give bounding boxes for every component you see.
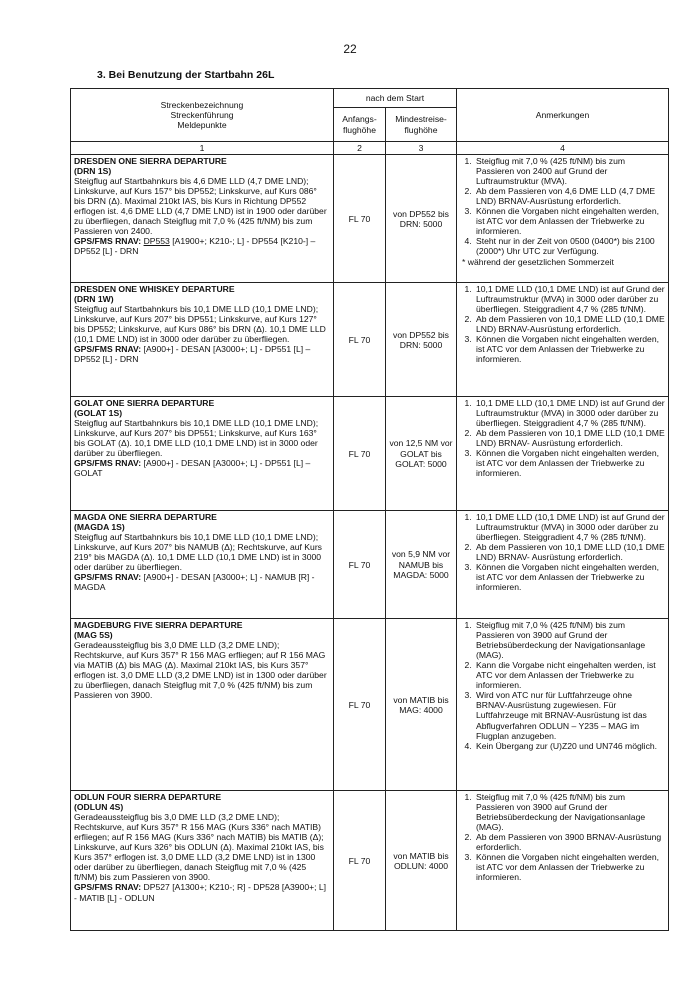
min-altitude: von 5,9 NM vor NAMUB bis MAGDA: 5000 xyxy=(386,511,457,619)
routing-text: Geradeaussteigflug bis 3,0 DME LLD (3,2 DME LND); Rechtskurve, auf Kurs 357° R 156 MAG erfliegen; auf R 156 MAG via MATIB (Δ) bis MAG (Δ). Maximal 210kt IAS, bis Kurs 357° erflogen ist. 3,0 DME LLD (3,2 DME LND) ist in 1300 oder darüber zu überfliegen, danach Steigflug mit 7,0 % (425 ft/NM) bis zum Passieren von 3900. xyxy=(74,640,327,701)
gps-first-waypoint: DP553 xyxy=(143,236,170,247)
routing-text: Steigflug auf Startbahnkurs bis 10,1 DME LLD (10,1 DME LND); Linkskurve, auf Kurs 207° bis DP551; Linkskurve, auf Kurs 163° bis GOLAT (Δ). 10,1 DME LLD (10,1 DME LND) ist in 3000 oder darüber zu überfliegen. xyxy=(74,418,319,459)
remark-item: 4. Kein Übergang zur (U)Z20 und UN746 möglich. xyxy=(474,741,665,751)
min-altitude: von DP552 bis DRN: 5000 xyxy=(386,155,457,283)
gps-label: GPS/FMS RNAV: xyxy=(74,572,142,583)
remark-item: 3. Können die Vorgaben nicht eingehalten werden, ist ATC vor dem Anlassen der Triebwerke zu informieren. xyxy=(474,852,665,882)
column-number: 1 xyxy=(71,142,334,155)
departure-code: (ODLUN 4S) xyxy=(74,802,124,813)
column-number-row xyxy=(71,142,669,155)
departure-code: (DRN 1S) xyxy=(74,166,112,177)
remarks xyxy=(457,791,669,931)
remarks xyxy=(457,283,669,397)
gps-label: GPS/FMS RNAV: xyxy=(74,344,142,355)
remark-item: 3. Können die Vorgaben nicht eingehalten werden, ist ATC vor dem Anlassen der Triebwerke zu informieren. xyxy=(474,206,665,236)
remark-item: 1. 10,1 DME LLD (10,1 DME LND) ist auf Grund der Luftraumstruktur (MVA) in 3000 oder darüber zu überfliegen. Steiggradient 4,7 % (285 ft/NM). xyxy=(474,284,665,314)
initial-altitude: FL 70 xyxy=(334,283,386,397)
min-altitude: von MATIB bis MAG: 4000 xyxy=(386,619,457,791)
table-row xyxy=(71,791,669,931)
remark-item: 3. Wird von ATC nur für Luftfahrzeuge ohne BRNAV-Ausrüstung zugewiesen. Für Luftfahrzeuge mit BRNAV-Ausrüstung ist das Abflugverfahren ODLUN – Y235 – MAG im Flugplan anzugeben. xyxy=(474,690,665,740)
header-after-departure: nach dem Start xyxy=(334,89,457,108)
remark-item: 2. Ab dem Passieren von 4,6 DME LLD (4,7 DME LND) BRNAV-Ausrüstung erforderlich. xyxy=(474,186,665,206)
header-remarks: Anmerkungen xyxy=(457,89,669,142)
routing-text: Geradeaussteigflug bis 3,0 DME LLD (3,2 DME LND); Rechtskurve, auf Kurs 357° R 156 MAG (Kurs 336° nach MATIB) erfliegen; auf R 156 MAG (Kurs 336° nach MATIB) bis MATIB (Δ); Linkskurve, auf Kurs 326° bis ODLUN (Δ). Maximal 210kt IAS, bis Kurs 357° erflogen ist. 3,0 DME LLD (3,2 DME LND) ist in 1300 oder darüber zu überfliegen, danach Steigflug mit 7,0 % (425 ft/NM) bis zum Passieren von 3900. xyxy=(74,812,324,883)
route-description xyxy=(71,397,334,511)
gps-routing: [A900+] - DESAN [A3000+; L] - DP551 [L] – GOLAT xyxy=(74,458,311,479)
column-number: 2 xyxy=(334,142,386,155)
gps-routing: [A900+] - DESAN [A3000+; L] - NAMUB [R] - MAGDA xyxy=(74,572,315,593)
gps-routing: [A1900+; K210-; L] - DP554 [K210-] – DP552 [L] - DRN xyxy=(74,236,316,257)
table-row xyxy=(71,511,669,619)
table-header-row xyxy=(71,89,669,108)
remark-item: 2. Ab dem Passieren von 10,1 DME LLD (10,1 DME LND) BRNAV- Ausrüstung erforderlich. xyxy=(474,428,665,448)
remark-item: 3. Können die Vorgaben nicht eingehalten werden, ist ATC vor dem Anlassen der Triebwerke zu informieren. xyxy=(474,334,665,364)
remark-item: 2. Ab dem Passieren von 3900 BRNAV-Ausrüstung erforderlich. xyxy=(474,832,665,852)
initial-altitude: FL 70 xyxy=(334,155,386,283)
departure-title: MAGDA ONE SIERRA DEPARTURE xyxy=(74,512,217,523)
table-row xyxy=(71,155,669,283)
remark-item: 1. 10,1 DME LLD (10,1 DME LND) ist auf Grund der Luftraumstruktur (MVA) in 3000 oder darüber zu überfliegen. Steiggradient 4,7 % (285 ft/NM). xyxy=(474,512,665,542)
column-number: 4 xyxy=(457,142,669,155)
min-altitude: von DP552 bis DRN: 5000 xyxy=(386,283,457,397)
remark-item: 1. Steigflug mit 7,0 % (425 ft/NM) bis zum Passieren von 2400 auf Grund der Luftraumstruktur (MVA). xyxy=(474,156,665,186)
remark-item: 1. Steigflug mit 7,0 % (425 ft/NM) bis zum Passieren von 3900 auf Grund der Betriebsüberdeckung der Navigationsanlage (MAG). xyxy=(474,620,665,660)
remark-item: 2. Ab dem Passieren von 10,1 DME LLD (10,1 DME LND) BRNAV-Ausrüstung erforderlich. xyxy=(474,314,665,334)
remarks xyxy=(457,511,669,619)
departure-title: DRESDEN ONE WHISKEY DEPARTURE xyxy=(74,284,235,295)
initial-altitude: FL 70 xyxy=(334,397,386,511)
gps-routing: [A900+] - DESAN [A3000+; L] - DP551 [L] – DP552 [L] - DRN xyxy=(74,344,311,365)
departure-table xyxy=(70,88,669,931)
page-number: 22 xyxy=(343,42,357,56)
departure-code: (MAGDA 1S) xyxy=(74,522,125,533)
departure-title: GOLAT ONE SIERRA DEPARTURE xyxy=(74,398,215,409)
table-row xyxy=(71,397,669,511)
departure-title: MAGDEBURG FIVE SIERRA DEPARTURE xyxy=(74,620,243,631)
departure-code: (DRN 1W) xyxy=(74,294,114,305)
remark-item: 1. 10,1 DME LLD (10,1 DME LND) ist auf Grund der Luftraumstruktur (MVA) in 3000 oder darüber zu überfliegen. Steiggradient 4,7 % (285 ft/NM). xyxy=(474,398,665,428)
route-description xyxy=(71,283,334,397)
header-route-cell xyxy=(71,89,334,142)
header-reporting-points-label: Meldepunkte xyxy=(177,120,227,131)
gps-label: GPS/FMS RNAV: xyxy=(74,458,142,469)
min-altitude: von MATIB bis ODLUN: 4000 xyxy=(386,791,457,931)
table-row xyxy=(71,619,669,791)
remark-item: 3. Können die Vorgaben nicht eingehalten werden, ist ATC vor dem Anlassen der Triebwerke zu informieren. xyxy=(474,562,665,592)
initial-altitude: FL 70 xyxy=(334,791,386,931)
route-description xyxy=(71,619,334,791)
section-title: 3. Bei Benutzung der Startbahn 26L xyxy=(97,69,275,81)
routing-text: Steigflug auf Startbahnkurs bis 10,1 DME LLD (10,1 DME LND); Linkskurve, auf Kurs 207° bis NAMUB (Δ); Rechtskurve, auf Kurs 219° bis MAGDA (Δ). 10,1 DME LLD (10,1 DME LND) ist in 3000 oder darüber zu überfliegen. xyxy=(74,532,322,573)
remarks xyxy=(457,397,669,511)
remark-item: 2. Kann die Vorgabe nicht eingehalten werden, ist ATC vor dem Anlassen der Triebwerke zu informieren. xyxy=(474,660,665,690)
table-row xyxy=(71,283,669,397)
remark-item: 2. Ab dem Passieren von 10,1 DME LLD (10,1 DME LND) BRNAV- Ausrüstung erforderlich. xyxy=(474,542,665,562)
header-initial-altitude: Anfangs-flughöhe xyxy=(334,108,386,142)
remark-item: 4. Steht nur in der Zeit von 0500 (0400*) bis 2100 (2000*) Uhr UTC zur Verfügung. xyxy=(474,236,665,256)
initial-altitude: FL 70 xyxy=(334,511,386,619)
header-routing-label: Streckenführung xyxy=(170,109,234,120)
departure-code: (GOLAT 1S) xyxy=(74,408,123,419)
remarks xyxy=(457,619,669,791)
min-altitude: von 12,5 NM vor GOLAT bis GOLAT: 5000 xyxy=(386,397,457,511)
route-description xyxy=(71,155,334,283)
header-min-altitude: Mindestreise-flughöhe xyxy=(386,108,457,142)
gps-label: GPS/FMS RNAV: xyxy=(74,236,142,247)
route-description xyxy=(71,511,334,619)
gps-routing: DP527 [A1300+; K210-; R] - DP528 [A3900+; L] - MATIB [L] - ODLUN xyxy=(74,882,327,903)
route-description xyxy=(71,791,334,931)
summer-time-footnote: * während der gesetzlichen Sommerzeit xyxy=(462,256,614,267)
routing-text: Steigflug auf Startbahnkurs bis 4,6 DME LLD (4,7 DME LND); Linkskurve, auf Kurs 157° bis DP552; Linkskurve, auf Kurs 086° bis DRN (Δ). Maximal 210kt IAS, bis Kurs in Richtung DP552 erflogen ist. 4,6 DME LLD (4,7 DME LND) ist in 1900 oder darüber zu überfliegen, danach Steigflug mit 7,0 % (425 ft/NM) bis zum Passieren von 2400. xyxy=(74,176,327,237)
departure-title: ODLUN FOUR SIERRA DEPARTURE xyxy=(74,792,222,803)
remarks xyxy=(457,155,669,283)
departure-code: (MAG 5S) xyxy=(74,630,113,641)
header-route-label: Streckenbezeichnung xyxy=(160,99,244,110)
remark-item: 1. Steigflug mit 7,0 % (425 ft/NM) bis zum Passieren von 3900 auf Grund der Betriebsüberdeckung der Navigationsanlage (MAG). xyxy=(474,792,665,832)
column-number: 3 xyxy=(386,142,457,155)
departure-title: DRESDEN ONE SIERRA DEPARTURE xyxy=(74,156,227,167)
routing-text: Steigflug auf Startbahnkurs bis 10,1 DME LLD (10,1 DME LND); Linkskurve, auf Kurs 207° bis DP551; Linkskurve, auf Kurs 127° bis DP552; Linkskurve, auf Kurs 086° bis DRN (Δ). 10,1 DME LLD (10,1 DME LND) ist in 3000 oder darüber zu überfliegen. xyxy=(74,304,326,345)
initial-altitude: FL 70 xyxy=(334,619,386,791)
remark-item: 3. Können die Vorgaben nicht eingehalten werden, ist ATC vor dem Anlassen der Triebwerke zu informieren. xyxy=(474,448,665,478)
gps-label: GPS/FMS RNAV: xyxy=(74,882,142,893)
